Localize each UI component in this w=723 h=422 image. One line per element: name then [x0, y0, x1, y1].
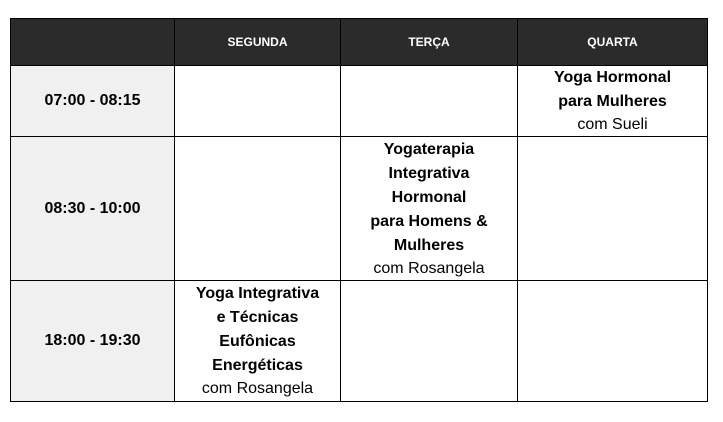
- class-name: Yoga Integrativa e Técnicas Eufônicas Energéticas: [195, 285, 320, 374]
- schedule-cell: [175, 281, 341, 402]
- time-slot: 08:30 - 10:00: [11, 137, 175, 281]
- header-day-monday: SEGUNDA: [175, 19, 341, 66]
- header-day-wednesday: QUARTA: [518, 19, 708, 66]
- time-slot: 07:00 - 08:15: [11, 66, 175, 137]
- schedule-cell-empty: [341, 66, 518, 137]
- schedule-cell-empty: [175, 137, 341, 281]
- table-row: [11, 137, 708, 281]
- table-row: [11, 281, 708, 402]
- schedule-cell: [341, 137, 518, 281]
- schedule-table: [10, 18, 708, 402]
- schedule-cell-empty: [518, 137, 708, 281]
- header-row: [11, 19, 708, 66]
- class-teacher: com Sueli: [577, 116, 648, 133]
- class-name: Yoga Hormonal para Mulheres: [553, 69, 672, 110]
- header-corner-cell: [11, 19, 175, 66]
- schedule-cell-empty: [341, 281, 518, 402]
- class-teacher: com Rosangela: [373, 259, 485, 277]
- class-teacher: com Rosangela: [201, 380, 314, 397]
- header-day-tuesday: TERÇA: [341, 19, 518, 66]
- schedule-cell-empty: [175, 66, 341, 137]
- table-row: [11, 66, 708, 137]
- schedule-cell-empty: [518, 281, 708, 402]
- class-name: Yogaterapia Integrativa Hormonal para Homens & Mulheres: [370, 140, 488, 254]
- time-slot: 18:00 - 19:30: [11, 281, 175, 402]
- schedule-cell: [518, 66, 708, 137]
